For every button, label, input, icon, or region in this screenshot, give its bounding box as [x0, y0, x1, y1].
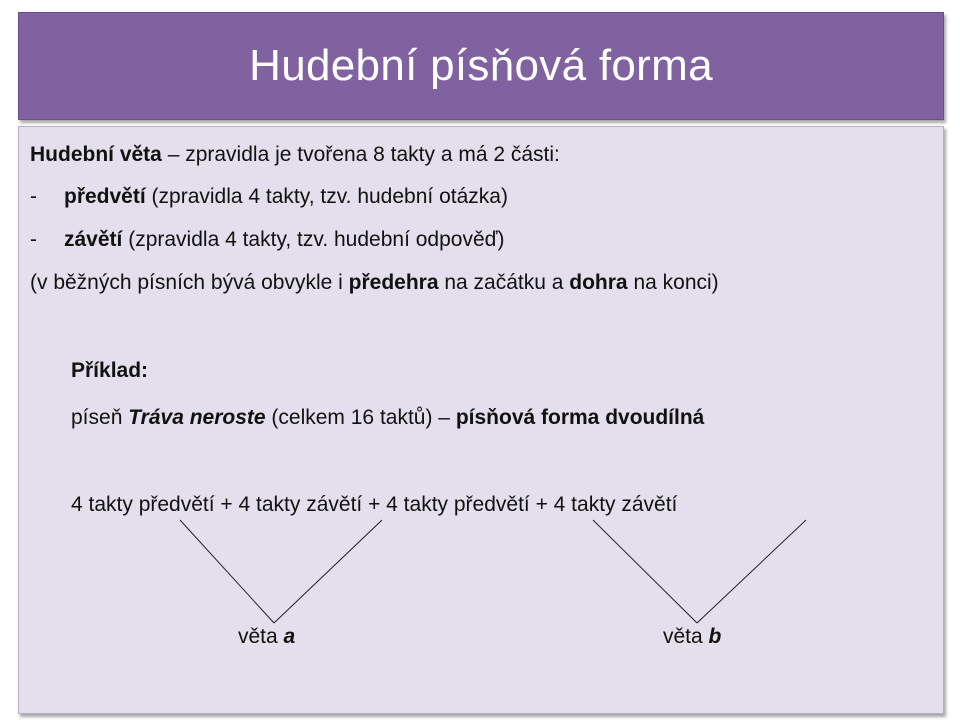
text-segment: (celkem 16 taktů) – [265, 406, 456, 429]
line-hudebni-veta [30, 142, 560, 168]
dash-bullet: - [30, 185, 37, 208]
line-takty [71, 492, 677, 518]
heading-priklad: Příklad: [71, 359, 149, 382]
line-pisen [71, 405, 704, 431]
text-segment: (zpravidla 4 takty, tzv. hudební odpověď) [122, 228, 505, 251]
text-segment: – zpravidla je tvořena 8 takty a má 2 části: [161, 143, 560, 166]
song-title: Tráva neroste [128, 406, 266, 429]
line-priklad [71, 358, 148, 384]
term-zaveti: závětí [64, 228, 123, 251]
line-predehra-dohra [30, 270, 719, 296]
term-hudebni-veta: Hudební věta [30, 143, 162, 166]
term-dohra: dohra [569, 271, 628, 294]
text-segment: na konci) [627, 271, 719, 294]
term-predehra: předehra [348, 271, 439, 294]
text-segment: píseň [71, 406, 129, 429]
text-segment: věta [238, 625, 284, 648]
text-segment: (zpravidla 4 takty, tzv. hudební otázka) [145, 185, 508, 208]
dash-bullet: - [30, 228, 37, 251]
line-zaveti [30, 227, 505, 253]
title-bar [18, 12, 944, 120]
veta-letter-b: b [708, 625, 722, 648]
label-veta-a [238, 624, 295, 650]
text-segment: na začátku a [438, 271, 570, 294]
text-segment: věta [663, 625, 709, 648]
slide-title: Hudební písňová forma [249, 41, 713, 90]
term-predveti: předvětí [64, 185, 146, 208]
term-form: písňová forma dvoudílná [455, 406, 705, 429]
text-segment: (v běžných písních bývá obvykle i [30, 271, 349, 294]
text-segment: 4 takty předvětí + 4 takty závětí + 4 takty předvětí + 4 takty závětí [71, 493, 678, 516]
veta-letter-a: a [283, 625, 296, 648]
line-predveti [30, 184, 508, 210]
label-veta-b [663, 624, 721, 650]
